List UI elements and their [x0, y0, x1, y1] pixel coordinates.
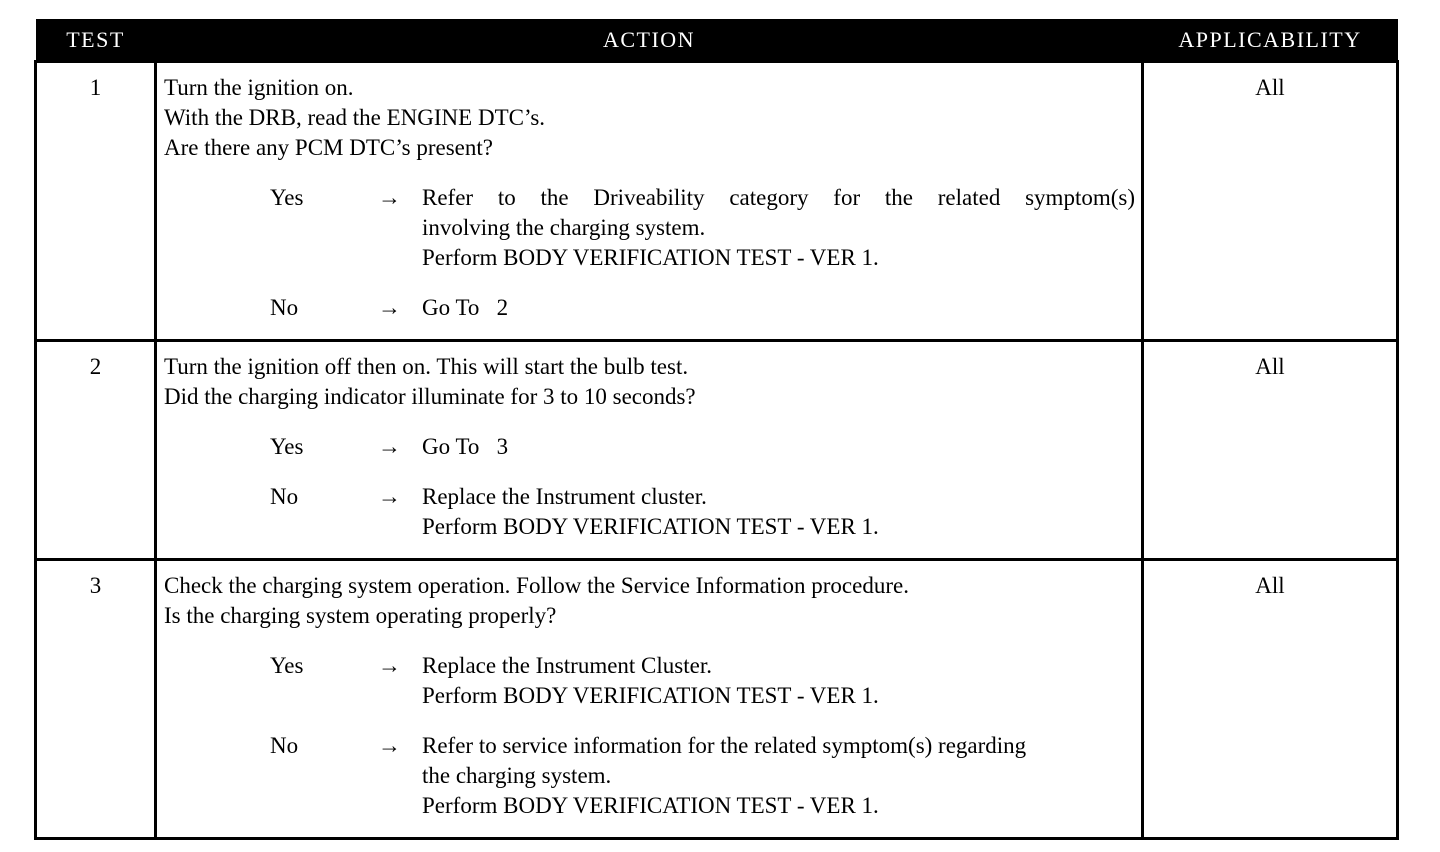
- branch-label: No: [270, 295, 299, 320]
- branch-result: [422, 183, 1135, 273]
- branch-line: Perform BODY VERIFICATION TEST - VER 1.: [422, 683, 879, 708]
- header-applicability: APPLICABILITY: [1143, 19, 1398, 62]
- branch-yes: [164, 651, 1135, 711]
- arrow-icon: →: [378, 653, 401, 678]
- branch-label: No: [270, 733, 299, 758]
- action-step: Check the charging system operation. Follow the Service Information procedure.: [164, 573, 909, 598]
- branch-line: Replace the Instrument cluster.: [422, 484, 707, 509]
- branch-yes: [164, 183, 1135, 273]
- branch-line: Perform BODY VERIFICATION TEST - VER 1.: [422, 793, 879, 818]
- branch-result: [422, 731, 1135, 821]
- branch-result: [422, 651, 1135, 711]
- applicability-value: All: [1143, 62, 1398, 341]
- action-cell: [156, 62, 1143, 341]
- branch-result: [422, 482, 1135, 542]
- branch-no: [164, 293, 1135, 323]
- branch-label: Yes: [270, 434, 304, 459]
- test-row-3: [36, 560, 1398, 839]
- action-step: Is the charging system operating properly?: [164, 603, 557, 628]
- branch-line: involving the charging system.: [422, 215, 706, 240]
- test-number: 1: [36, 62, 156, 341]
- table-header-row: [36, 19, 1398, 62]
- arrow-icon: →: [378, 733, 401, 758]
- branch-result: [422, 293, 1135, 323]
- branch-label: No: [270, 484, 299, 509]
- diagnostic-test-table: [34, 19, 1399, 840]
- branch-yes: [164, 432, 1135, 462]
- action-step: Turn the ignition on.: [164, 75, 354, 100]
- branch-no: [164, 731, 1135, 821]
- goto-step: Go To 2: [422, 295, 509, 320]
- action-cell: [156, 341, 1143, 560]
- branch-line: the charging system.: [422, 763, 612, 788]
- action-step: Are there any PCM DTC’s present?: [164, 135, 493, 160]
- test-number: 3: [36, 560, 156, 839]
- test-row-1: [36, 62, 1398, 341]
- action-step: Did the charging indicator illuminate for 3 to 10 seconds?: [164, 384, 696, 409]
- branch-result: [422, 432, 1135, 462]
- branch-no: [164, 482, 1135, 542]
- header-action: ACTION: [156, 19, 1143, 62]
- arrow-icon: →: [378, 434, 401, 459]
- branch-label: Yes: [270, 653, 304, 678]
- branch-line: Replace the Instrument Cluster.: [422, 653, 712, 678]
- header-test: TEST: [36, 19, 156, 62]
- action-cell: [156, 560, 1143, 839]
- branch-label: Yes: [270, 185, 304, 210]
- branch-line: Refer to the Driveability category for the related symptom(s): [422, 185, 1135, 210]
- action-step: With the DRB, read the ENGINE DTC’s.: [164, 105, 546, 130]
- branch-line: Refer to service information for the related symptom(s) regarding: [422, 733, 1027, 758]
- test-row-2: [36, 341, 1398, 560]
- applicability-value: All: [1143, 560, 1398, 839]
- goto-step: Go To 3: [422, 434, 509, 459]
- action-step: Turn the ignition off then on. This will start the bulb test.: [164, 354, 689, 379]
- arrow-icon: →: [378, 295, 401, 320]
- test-number: 2: [36, 341, 156, 560]
- applicability-value: All: [1143, 341, 1398, 560]
- arrow-icon: →: [378, 484, 401, 509]
- arrow-icon: →: [378, 185, 401, 210]
- branch-line: Perform BODY VERIFICATION TEST - VER 1.: [422, 245, 879, 270]
- branch-line: Perform BODY VERIFICATION TEST - VER 1.: [422, 514, 879, 539]
